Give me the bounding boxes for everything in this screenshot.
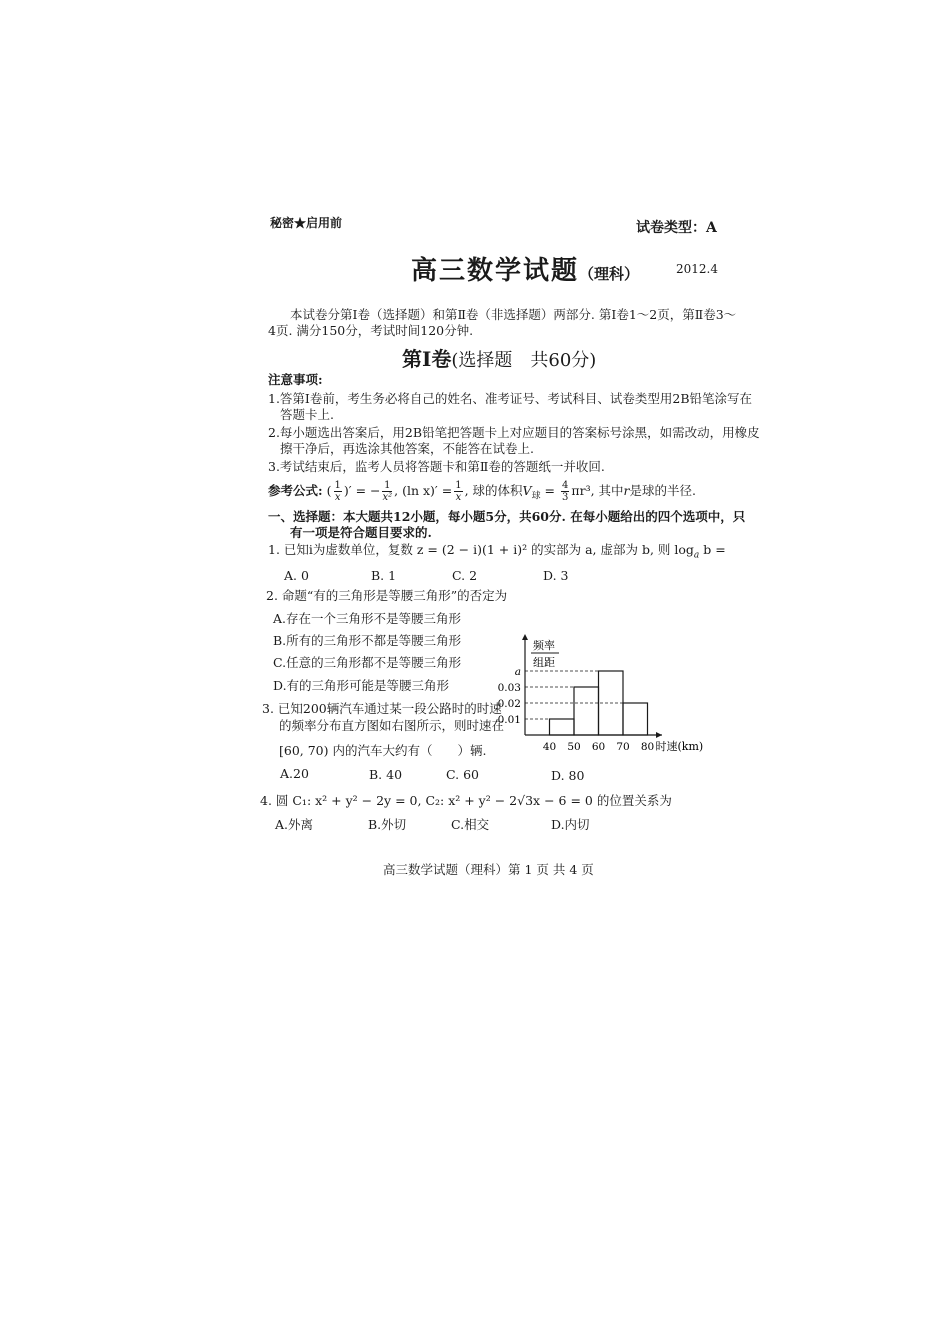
intro-line-2: 4页. 满分150分，考试时间120分钟. [268, 323, 474, 338]
question-3-line-2: 的频率分布直方图如右图所示，则时速在 [279, 718, 505, 733]
x-axis-arrow [656, 732, 662, 738]
notice-title: 注意事项: [268, 372, 323, 387]
formula-equals: = [540, 483, 559, 498]
fraction-1-over-x: $\frac{1}{x}$ [334, 480, 341, 503]
y-tick-label: 0.01 [497, 714, 521, 726]
question-2-option-d: D.有的三角形可能是等腰三角形 [273, 678, 450, 693]
formula-r: r [623, 483, 630, 498]
section-heading-bold: 第Ⅰ卷 [402, 347, 452, 371]
frequency-histogram [490, 630, 720, 762]
question-2-option-a: A.存在一个三角形不是等腰三角形 [273, 611, 462, 626]
x-tick-label: 40 [542, 741, 557, 753]
question-2-stem: 2. 命题“有的三角形是等腰三角形”的否定为 [266, 588, 508, 603]
fraction-1-over-x2: $\frac{1}{\text{x²}}$ [382, 480, 393, 503]
x-tick-label: 70 [616, 741, 630, 753]
question-3-option-c: C. 60 [446, 767, 479, 782]
formula-part-6: 是球的半径. [629, 483, 696, 498]
question-2-option-b: B.所有的三角形不都是等腰三角形 [273, 633, 462, 648]
formula-part-5: πr³, 其中 [571, 483, 624, 498]
y-tick-label: a [514, 666, 521, 678]
x-tick-label: 50 [567, 741, 581, 753]
question-1-option-d: D. 3 [543, 568, 569, 583]
question-1-option-a: A. 0 [284, 568, 309, 583]
question-4-option-d: D.内切 [551, 817, 590, 832]
title-science: （理科） [579, 265, 640, 283]
secret-label: 秘密★启用前 [270, 216, 343, 230]
fraction-4-over-3: $\frac{4}{3}$ [562, 480, 569, 503]
y-axis-arrow [522, 634, 528, 640]
histogram-bar [550, 719, 575, 735]
volume-subscript: 球 [531, 491, 541, 502]
notice-item-2-line-1: 2.每小题选出答案后，用2B铅笔把答题卡上对应题目的答案标号涂黑，如需改动，用橡皮 [268, 425, 760, 440]
formula-part-2: )′ = − [343, 483, 381, 498]
question-1-option-b: B. 1 [371, 568, 397, 583]
question-4-option-c: C.相交 [451, 817, 490, 832]
x-tick-label: 60 [591, 741, 606, 753]
formula-part-3: , (ln x)′ = [394, 483, 453, 498]
formula-part-4: , 球的体积 [464, 483, 523, 498]
x-axis-label: 时速(km) [655, 740, 704, 753]
question-3-option-a: A.20 [280, 766, 309, 781]
notice-item-2-line-2: 擦干净后，再选涂其他答案，不能答在试卷上. [280, 441, 534, 456]
title-main: 高三数学试题 [411, 256, 580, 286]
question-3-line-1: 3. 已知200辆汽车通过某一段公路时的时速 [262, 701, 502, 716]
histogram-bar [623, 703, 648, 735]
section-heading [402, 343, 596, 372]
notice-item-1-line-1: 1.答第Ⅰ卷前，考生务必将自己的姓名、准考证号、考试科目、试卷类型用2B铅笔涂写在 [268, 391, 753, 406]
fraction-1-over-x-b: $\frac{1}{x}$ [455, 480, 462, 503]
exam-date: 2012.4 [676, 262, 718, 276]
section-heading-rest: (选择题 共60分) [451, 350, 597, 371]
notice-item-1-line-2: 答题卡上. [280, 407, 334, 422]
page-footer: 高三数学试题（理科）第 1 页 共 4 页 [383, 862, 594, 877]
reference-formula [268, 476, 696, 512]
y-label-top: 频率 [533, 639, 555, 652]
question-4-option-a: A.外离 [275, 817, 314, 832]
question-3-line-3: [60, 70) 内的汽车大约有（ ）辆. [279, 743, 487, 758]
formula-part-1: ( [326, 483, 332, 498]
question-3-option-b: B. 40 [369, 767, 403, 782]
question-3-option-d: D. 80 [551, 768, 585, 783]
notice-item-3: 3.考试结束后，监考人员将答题卡和第Ⅱ卷的答题纸一并收回. [268, 459, 605, 474]
part-one-line-2: 有一项是符合题目要求的. [290, 525, 432, 540]
formula-label: 参考公式: [268, 483, 323, 498]
volume-symbol: V [522, 483, 532, 498]
part-one-line-1: 一、选择题：本大题共12小题，每小题5分，共60分. 在每小题给出的四个选项中，只 [268, 509, 746, 524]
page-title [411, 250, 639, 287]
question-4-option-b: B.外切 [368, 817, 407, 832]
y-tick-label: 0.02 [497, 698, 521, 710]
x-tick-label: 80 [640, 741, 655, 753]
question-1-option-c: C. 2 [452, 568, 478, 583]
paper-type-label: 试卷类型：A [636, 220, 717, 236]
y-label-bottom: 组距 [533, 656, 555, 669]
intro-line-1: 本试卷分第Ⅰ卷（选择题）和第Ⅱ卷（非选择题）两部分. 第Ⅰ卷1～2页，第Ⅱ卷3～ [290, 307, 737, 322]
y-tick-label: 0.03 [497, 682, 521, 694]
question-1-stem: 1. 已知i为虚数单位，复数 z = (2 − i)(1 + i)² 的实部为 a, 虚部为 b, 则 $\log_a b$ = [268, 542, 726, 561]
question-2-option-c: C.任意的三角形都不是等腰三角形 [273, 655, 462, 670]
histogram-bar [574, 687, 599, 735]
question-4-stem: 4. 圆 C₁: x² + y² − 2y = 0, C₂: x² + y² − 2√3x − 6 = 0 的位置关系为 [260, 793, 672, 808]
